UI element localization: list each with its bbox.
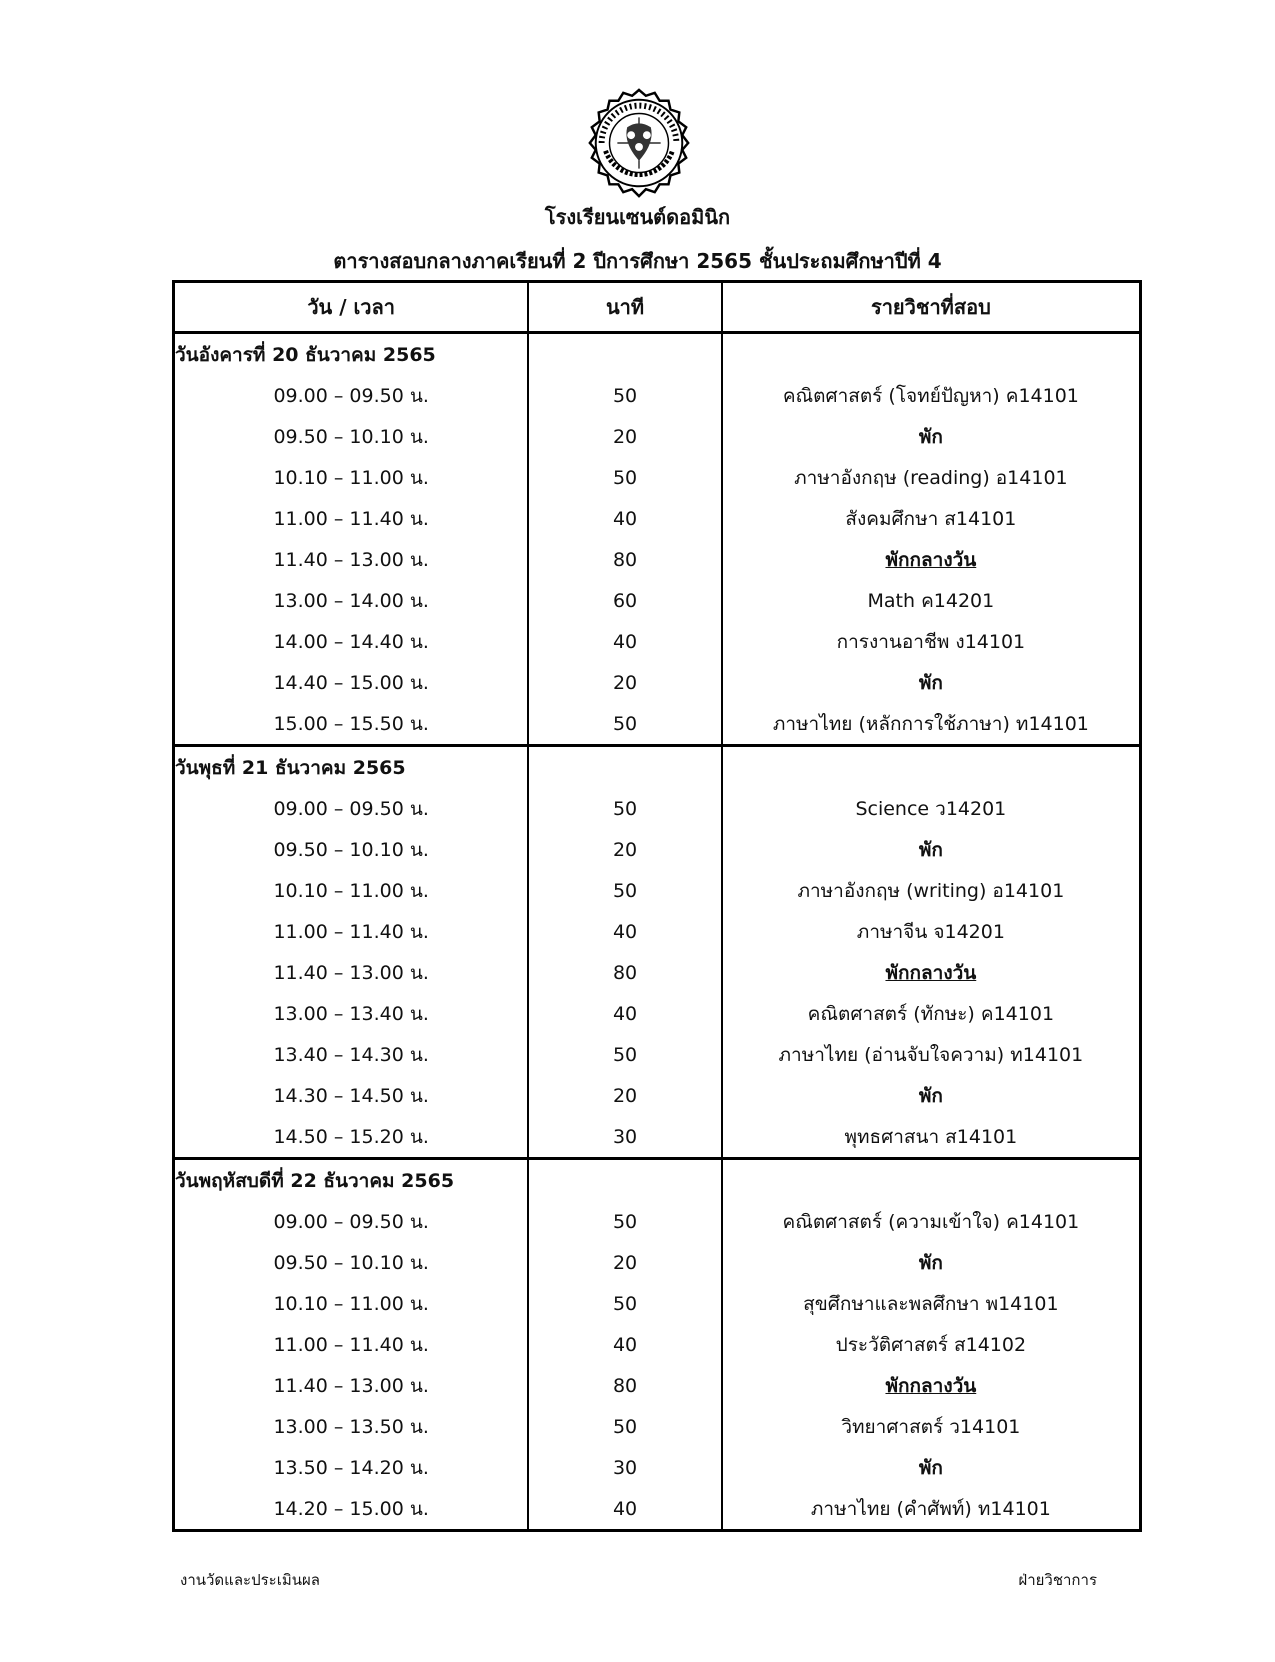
empty-cell	[722, 333, 1141, 376]
time-cell: 11.00 – 11.40 น.	[174, 1324, 529, 1365]
time-cell: 11.00 – 11.40 น.	[174, 911, 529, 952]
table-row	[174, 993, 1141, 1034]
subject-cell: วิทยาศาสตร์ ว14101	[722, 1406, 1141, 1447]
table-row	[174, 911, 1141, 952]
minutes-cell: 30	[528, 1116, 721, 1159]
minutes-cell: 20	[528, 1075, 721, 1116]
minutes-cell: 80	[528, 952, 721, 993]
minutes-cell: 20	[528, 662, 721, 703]
empty-cell	[528, 1159, 721, 1202]
exam-schedule-table	[172, 280, 1142, 1532]
time-cell: 09.50 – 10.10 น.	[174, 829, 529, 870]
break-cell: พัก	[722, 416, 1141, 457]
table-row	[174, 498, 1141, 539]
subject-cell: สุขศึกษาและพลศึกษา พ14101	[722, 1283, 1141, 1324]
table-row	[174, 1034, 1141, 1075]
empty-cell	[528, 333, 721, 376]
table-row	[174, 580, 1141, 621]
time-cell: 09.00 – 09.50 น.	[174, 375, 529, 416]
footer-department: งานวัดและประเมินผล	[180, 1571, 320, 1589]
subject-cell: คณิตศาสตร์ (ทักษะ) ค14101	[722, 993, 1141, 1034]
minutes-cell: 40	[528, 498, 721, 539]
minutes-cell: 40	[528, 911, 721, 952]
minutes-cell: 40	[528, 993, 721, 1034]
subject-cell: ภาษาอังกฤษ (writing) อ14101	[722, 870, 1141, 911]
time-cell: 10.10 – 11.00 น.	[174, 1283, 529, 1324]
document-title: ตารางสอบกลางภาคเรียนที่ 2 ปีการศึกษา 2565 ชั้นประถมศึกษาปีที่ 4	[333, 249, 942, 273]
lunch-break-cell: พักกลางวัน	[722, 952, 1141, 993]
minutes-cell: 50	[528, 1201, 721, 1242]
table-row	[174, 457, 1141, 498]
school-name: โรงเรียนเซนต์ดอมินิก	[544, 205, 731, 229]
break-cell: พัก	[722, 662, 1141, 703]
time-cell: 14.00 – 14.40 น.	[174, 621, 529, 662]
subject-cell: ภาษาจีน จ14201	[722, 911, 1141, 952]
empty-cell	[722, 1159, 1141, 1202]
table-row	[174, 662, 1141, 703]
time-cell: 13.50 – 14.20 น.	[174, 1447, 529, 1488]
lunch-break-cell: พักกลางวัน	[722, 539, 1141, 580]
minutes-cell: 50	[528, 1406, 721, 1447]
subject-cell: ประวัติศาสตร์ ส14102	[722, 1324, 1141, 1365]
time-cell: 11.40 – 13.00 น.	[174, 952, 529, 993]
time-cell: 15.00 – 15.50 น.	[174, 703, 529, 746]
break-cell: พัก	[722, 829, 1141, 870]
time-cell: 10.10 – 11.00 น.	[174, 870, 529, 911]
time-cell: 14.30 – 14.50 น.	[174, 1075, 529, 1116]
time-cell: 14.50 – 15.20 น.	[174, 1116, 529, 1159]
time-cell: 09.00 – 09.50 น.	[174, 1201, 529, 1242]
break-cell: พัก	[722, 1447, 1141, 1488]
minutes-cell: 20	[528, 829, 721, 870]
minutes-cell: 40	[528, 1488, 721, 1531]
time-cell: 14.40 – 15.00 น.	[174, 662, 529, 703]
table-row	[174, 539, 1141, 580]
minutes-cell: 20	[528, 416, 721, 457]
table-row	[174, 1324, 1141, 1365]
table-row	[174, 1488, 1141, 1531]
time-cell: 09.50 – 10.10 น.	[174, 1242, 529, 1283]
minutes-cell: 40	[528, 621, 721, 662]
subject-cell: พุทธศาสนา ส14101	[722, 1116, 1141, 1159]
day-header-row	[174, 333, 1141, 376]
table-row	[174, 703, 1141, 746]
subject-cell: ภาษาไทย (อ่านจับใจความ) ท14101	[722, 1034, 1141, 1075]
minutes-cell: 50	[528, 375, 721, 416]
subject-cell: ภาษาอังกฤษ (reading) อ14101	[722, 457, 1141, 498]
time-cell: 13.00 – 13.50 น.	[174, 1406, 529, 1447]
table-row	[174, 1365, 1141, 1406]
table-row	[174, 1116, 1141, 1159]
time-cell: 13.40 – 14.30 น.	[174, 1034, 529, 1075]
table-row	[174, 1242, 1141, 1283]
subject-cell: Math ค14201	[722, 580, 1141, 621]
subject-cell: ภาษาไทย (คำศัพท์) ท14101	[722, 1488, 1141, 1531]
minutes-cell: 50	[528, 870, 721, 911]
time-cell: 11.40 – 13.00 น.	[174, 1365, 529, 1406]
minutes-cell: 80	[528, 1365, 721, 1406]
table-row	[174, 416, 1141, 457]
minutes-cell: 50	[528, 1034, 721, 1075]
table-row	[174, 621, 1141, 662]
break-cell: พัก	[722, 1242, 1141, 1283]
day-label: วันพฤหัสบดีที่ 22 ธันวาคม 2565	[174, 1159, 529, 1202]
subject-cell: Science ว14201	[722, 788, 1141, 829]
minutes-cell: 50	[528, 457, 721, 498]
day-label: วันอังคารที่ 20 ธันวาคม 2565	[174, 333, 529, 376]
minutes-cell: 20	[528, 1242, 721, 1283]
column-header-day-time: วัน / เวลา	[174, 282, 529, 333]
time-cell: 10.10 – 11.00 น.	[174, 457, 529, 498]
day-header-row	[174, 746, 1141, 789]
column-header-subject: รายวิชาที่สอบ	[722, 282, 1141, 333]
table-row	[174, 829, 1141, 870]
time-cell: 13.00 – 14.00 น.	[174, 580, 529, 621]
break-cell: พัก	[722, 1075, 1141, 1116]
table-header-row	[174, 282, 1141, 333]
table-row	[174, 1201, 1141, 1242]
subject-cell: การงานอาชีพ ง14101	[722, 621, 1141, 662]
time-cell: 14.20 – 15.00 น.	[174, 1488, 529, 1531]
subject-cell: คณิตศาสตร์ (โจทย์ปัญหา) ค14101	[722, 375, 1141, 416]
time-cell: 11.40 – 13.00 น.	[174, 539, 529, 580]
minutes-cell: 40	[528, 1324, 721, 1365]
minutes-cell: 50	[528, 1283, 721, 1324]
day-header-row	[174, 1159, 1141, 1202]
subject-cell: ภาษาไทย (หลักการใช้ภาษา) ท14101	[722, 703, 1141, 746]
table-row	[174, 1447, 1141, 1488]
schedule-body	[174, 333, 1141, 1531]
column-header-minutes: นาที	[528, 282, 721, 333]
empty-cell	[528, 746, 721, 789]
time-cell: 11.00 – 11.40 น.	[174, 498, 529, 539]
time-cell: 09.50 – 10.10 น.	[174, 416, 529, 457]
minutes-cell: 60	[528, 580, 721, 621]
time-cell: 09.00 – 09.50 น.	[174, 788, 529, 829]
table-row	[174, 1075, 1141, 1116]
minutes-cell: 80	[528, 539, 721, 580]
minutes-cell: 30	[528, 1447, 721, 1488]
table-row	[174, 870, 1141, 911]
empty-cell	[722, 746, 1141, 789]
minutes-cell: 50	[528, 788, 721, 829]
day-label: วันพุธที่ 21 ธันวาคม 2565	[174, 746, 529, 789]
table-row	[174, 375, 1141, 416]
table-row	[174, 1406, 1141, 1447]
minutes-cell: 50	[528, 703, 721, 746]
table-row	[174, 1283, 1141, 1324]
school-seal-logo	[580, 84, 698, 202]
time-cell: 13.00 – 13.40 น.	[174, 993, 529, 1034]
footer-division: ฝ่ายวิชาการ	[1018, 1571, 1097, 1589]
table-row	[174, 952, 1141, 993]
lunch-break-cell: พักกลางวัน	[722, 1365, 1141, 1406]
subject-cell: สังคมศึกษา ส14101	[722, 498, 1141, 539]
table-row	[174, 788, 1141, 829]
subject-cell: คณิตศาสตร์ (ความเข้าใจ) ค14101	[722, 1201, 1141, 1242]
